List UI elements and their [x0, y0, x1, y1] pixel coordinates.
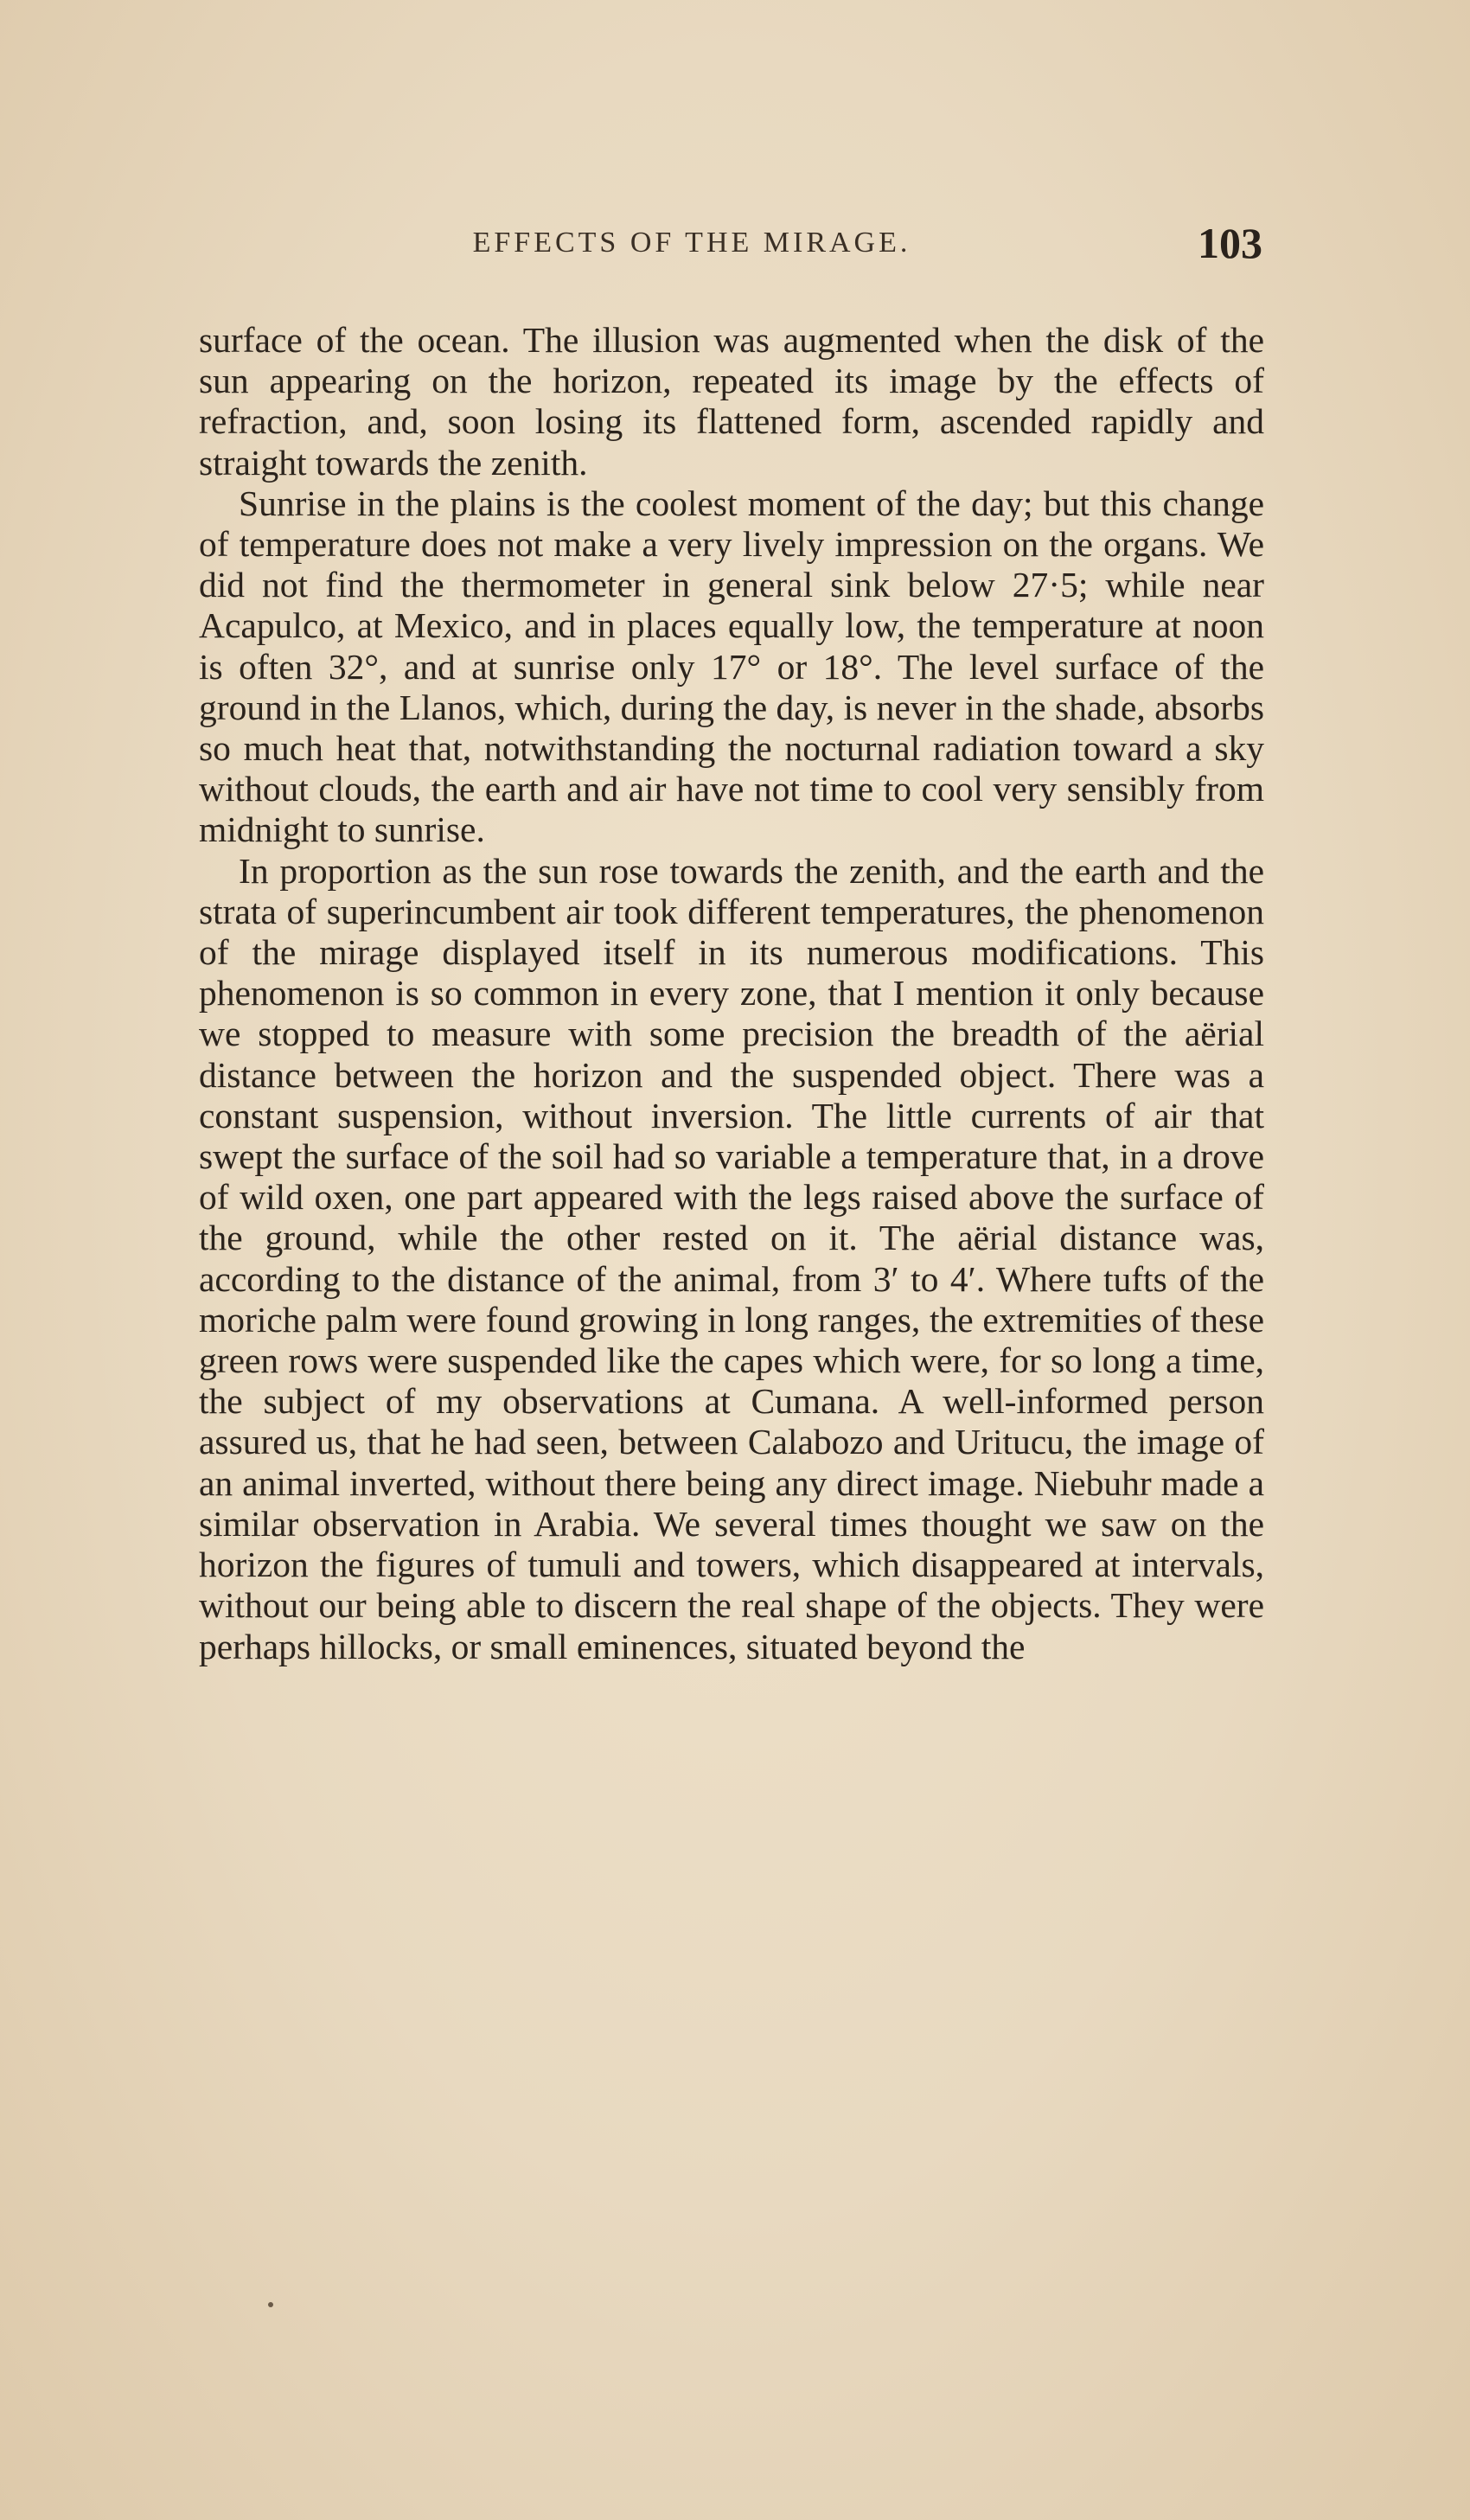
paragraph-mirage: In proportion as the sun rose towards the zenith, and the earth and the strata of superincumbent air took different temperatures, the phenomenon of the mirage displayed itself in its numerous modifications. This phenomenon is so common in every zone, that I mention it only because we stopped to measure with some precision the breadth of the aërial distance between the horizon and the suspended object. There was a constant suspension, without inversion. The little currents of air that swept the surface of the soil had so variable a temperature that, in a drove of wild oxen, one part appeared with the legs raised above the surface of the ground, while the other rested on it. The aërial distance was, according to the distance of the animal, from 3′ to 4′. Where tufts of the moriche palm were found growing in long ranges, the extremities of these green rows were suspended like the capes which were, for so long a time, the subject of my observations at Cumana. A well-informed person assured us, that he had seen, between Calabozo and Uritucu, the image of an animal inverted, without there being any direct image. Niebuhr made a similar observation in Arabia. We several times thought we saw on the horizon the figures of tumuli and towers, which disappeared at intervals, without our being able to discern the real shape of the objects. They were perhaps hillocks, or small eminences, situated beyond the [199, 850, 1264, 1666]
paper-speck [268, 2302, 273, 2307]
page-number: 103 [1198, 219, 1262, 267]
body-text [199, 320, 1264, 1667]
paragraph-continuation: surface of the ocean. The illusion was augmented when the disk of the sun appearing on the horizon, repeated its image by the effects of refraction, and, soon losing its flattened form, ascended rapidly and straight towards the zenith. [199, 320, 1264, 483]
paragraph-sunrise: Sunrise in the plains is the coolest moment of the day; but this change of temperature does not make a very lively impression on the organs. We did not find the thermometer in general sink below 27·5; while near Acapulco, at Mexico, and in places equally low, the temperature at noon is often 32°, and at sunrise only 17° or 18°. The level surface of the ground in the Llanos, which, during the day, is never in the shade, absorbs so much heat that, notwithstanding the nocturnal radiation toward a sky without clouds, the earth and air have not time to cool very sensibly from midnight to sunrise. [199, 483, 1264, 850]
running-head-title: EFFECTS OF THE MIRAGE. [472, 227, 911, 259]
